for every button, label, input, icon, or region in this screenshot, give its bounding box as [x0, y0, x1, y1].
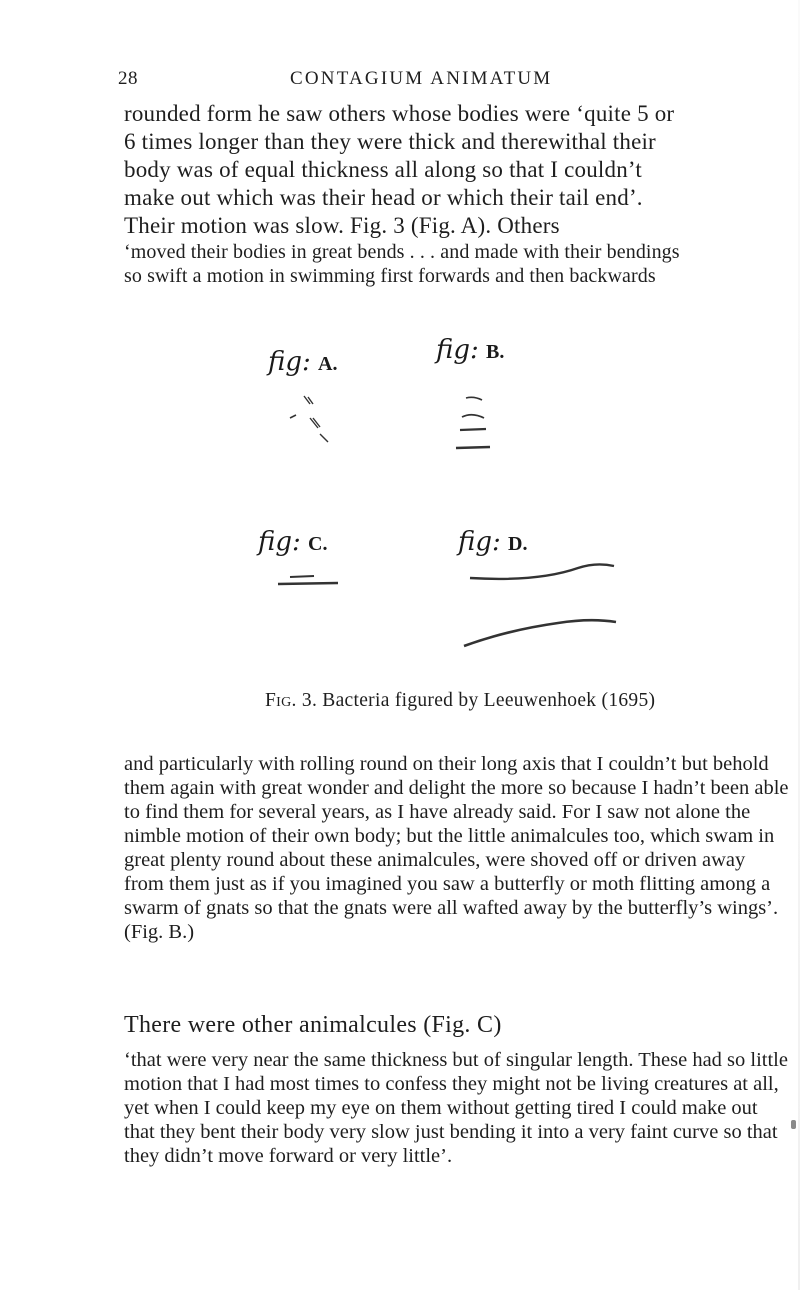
- paragraph-2: and particularly with rolling round on their long axis that I couldn’t but behold them again with great wonder and delight the more so because I hadn’t been able to find them for several years, as I have already said. For I saw not alone the nimble motion of their own body; but the little animalcules too, which swam in great plenty round about these animalcules, were shoved off or driven away from them just as if you imagined you saw a butterfly or moth flitting among a swarm of gnats so that the gnats were all wafted away by the butterfly’s wings’. (Fig. B.): [124, 753, 789, 943]
- bacterium-rod: [466, 397, 482, 400]
- bacterium-rod: [320, 434, 328, 442]
- fig-a: [266, 347, 337, 442]
- text-line: rounded form he saw others whose bodies were ‘quite 5 or: [124, 101, 675, 126]
- fig-d-label: fig:: [458, 527, 501, 557]
- fig-a-label: fig:: [268, 347, 311, 377]
- fig-c: [256, 527, 338, 584]
- paragraph-heading-line: There were other animalcules (Fig. C): [124, 1012, 502, 1038]
- text-line: 6 times longer than they were thick and therewithal their: [124, 129, 656, 154]
- text-line: make out which was their head or which their tail end’.: [124, 185, 643, 210]
- figure-bacteria: [238, 300, 628, 670]
- running-head: CONTAGIUM ANIMATUM: [290, 68, 553, 89]
- fig-c-letter: C.: [308, 533, 328, 555]
- page-edge-mark: [791, 1120, 796, 1129]
- fig-b: [434, 335, 504, 448]
- caption-prefix: Fig.: [265, 690, 297, 711]
- page-number: 28: [118, 68, 138, 89]
- fig-a-letter: A.: [318, 353, 338, 375]
- bacterium-rod: [462, 415, 484, 418]
- text-line: Their motion was slow. Fig. 3 (Fig. A). Others: [124, 213, 560, 238]
- figure-drawing: [238, 300, 628, 670]
- text-line: ‘moved their bodies in great bends . . . and made with their bendings: [124, 241, 680, 263]
- text-line: so swift a motion in swimming first forwards and then backwards: [124, 265, 656, 287]
- bacterium-rod: [290, 576, 314, 577]
- bacterium-rod: [278, 583, 338, 584]
- bacterium-rod: [290, 415, 296, 418]
- bacterium-rod: [310, 418, 320, 428]
- figure-caption: [265, 690, 655, 712]
- bacterium-spiral: [470, 564, 614, 578]
- fig-c-label: fig:: [258, 527, 301, 557]
- bacterium-rod: [304, 396, 313, 404]
- paragraph-1: [124, 100, 789, 288]
- bacterium-rod: [460, 429, 486, 430]
- paragraph-3: ‘that were very near the same thickness but of singular length. These had so little motion that I had most times to confess they might not be living creatures at all, yet when I could keep my eye on them without getting tired I could make out that they bent their body very slow just bending it into a very faint curve so that they didn’t move forward or very little’.: [124, 1049, 788, 1167]
- text-line: body was of equal thickness all along so that I couldn’t: [124, 157, 642, 182]
- bacterium-spiral: [464, 620, 616, 646]
- fig-d-letter: D.: [508, 533, 528, 555]
- fig-b-label: fig:: [436, 335, 479, 365]
- fig-b-letter: B.: [486, 341, 505, 363]
- caption-text: 3. Bacteria figured by Leeuwenhoek (1695): [301, 690, 656, 711]
- bacterium-rod: [456, 447, 490, 448]
- fig-d: [456, 527, 616, 646]
